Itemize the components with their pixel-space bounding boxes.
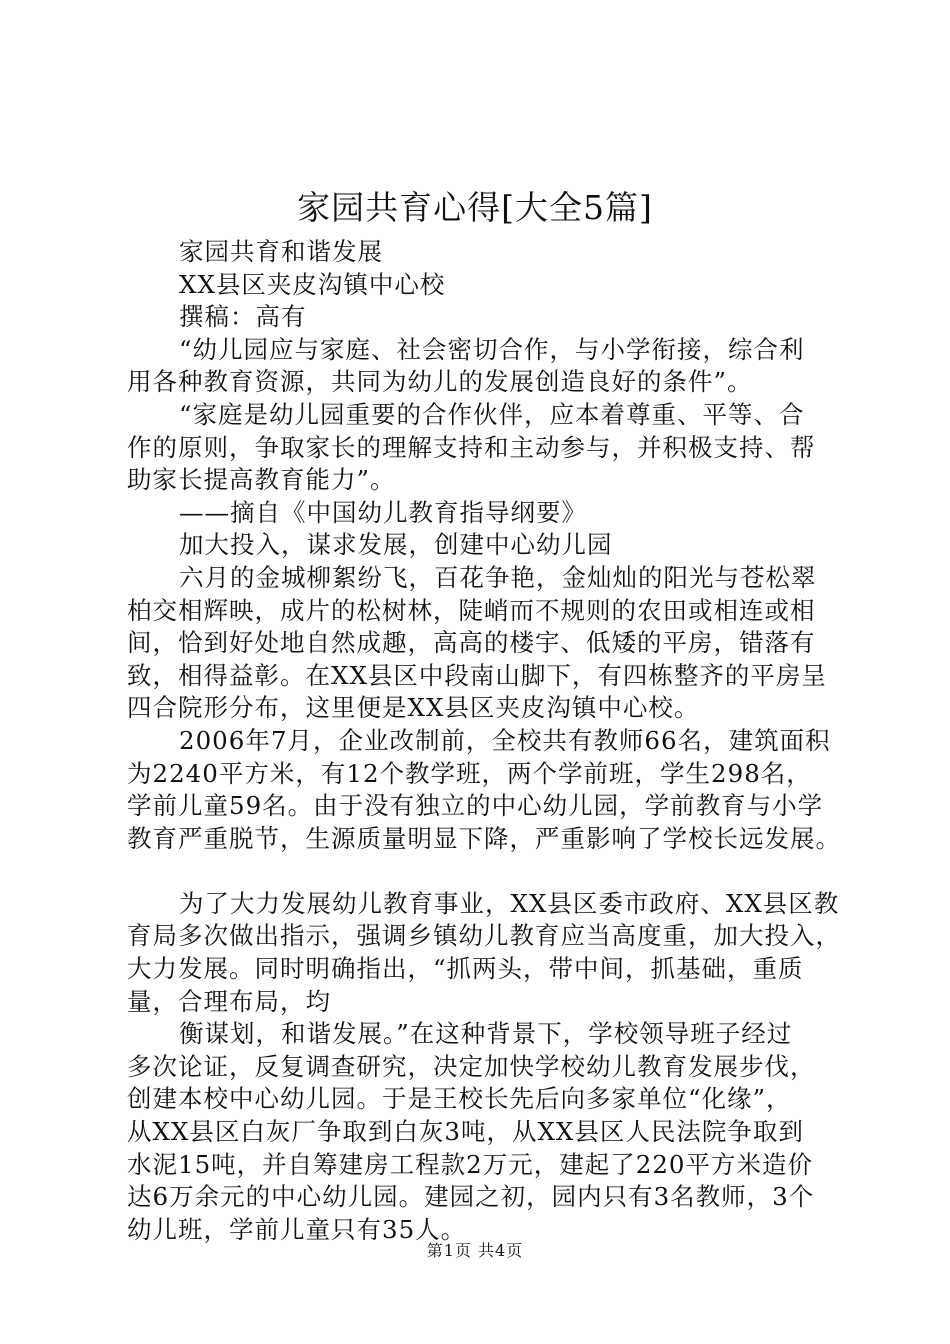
paragraph-gap (127, 855, 853, 888)
document-title: 家园共育心得[大全5篇] (297, 188, 653, 227)
paragraph-line: 用各种教育资源，共同为幼儿的发展创造良好的条件”。 (127, 367, 753, 397)
paragraph-line: 幼儿班，学前儿童只有35人。 (127, 1214, 467, 1244)
paragraph-line: 为了大力发展幼儿教育事业，XX县区委市政府、XX县区教 (179, 888, 840, 918)
paragraph-line: 衡谋划，和谐发展。”在这种背景下，学校领导班子经过 (179, 1019, 793, 1049)
paragraph-line: 教育严重脱节，生源质量明显下降，严重影响了学校长远发展。 (127, 823, 841, 853)
paragraph-line: 从XX县区白灰厂争取到白灰3吨，从XX县区人民法院争取到 (127, 1117, 804, 1147)
subtitle-line: 家园共育和谐发展 (179, 237, 383, 266)
quote-source-line: ——摘自《中国幼儿教育指导纲要》 (179, 497, 587, 527)
paragraph-line: 柏交相辉映，成片的松树林，陡峭而不规则的农田或相连或相 (127, 595, 816, 625)
paragraph-line: 四合院形分布，这里便是XX县区夹皮沟镇中心校。 (127, 693, 700, 723)
school-line: XX县区夹皮沟镇中心校 (179, 269, 446, 299)
paragraph-line: 大力发展。同时明确指出，“抓两头，带中间，抓基础，重质 (127, 954, 804, 984)
paragraph-line: 为2240平方米，有12个教学班，两个学前班，学生298名， (127, 758, 812, 788)
section-heading: 加大投入，谋求发展，创建中心幼儿园 (179, 530, 613, 560)
document-body (127, 236, 853, 1246)
paragraph-line: 达6万余元的中心幼儿园。建园之初，园内只有3名教师，3个 (127, 1182, 815, 1212)
paragraph-line: 学前儿童59名。由于没有独立的中心幼儿园，学前教育与小学 (127, 791, 824, 821)
paragraph-line: 水泥15吨，并自筹建房工程款2万元，建起了220平方米造价 (127, 1149, 814, 1179)
paragraph-line: 作的原则，争取家长的理解支持和主动参与，并积极支持、帮 (127, 432, 816, 462)
paragraph-line: 量，合理布局，均 (127, 986, 331, 1016)
paragraph-line: 育局多次做出指示，强调乡镇幼儿教育应当高度重，加大投入， (127, 921, 841, 951)
paragraph-line: “幼儿园应与家庭、社会密切合作，与小学衔接，综合利 (179, 334, 805, 364)
author-line: 撰稿：高有 (179, 302, 307, 332)
paragraph-line: 多次论证，反复调查研究，决定加快学校幼儿教育发展步伐， (127, 1051, 816, 1081)
paragraph-line: 致，相得益彰。在XX县区中段南山脚下，有四栋整齐的平房呈 (127, 660, 827, 690)
paragraph-line: 助家长提高教育能力”。 (127, 465, 396, 495)
page-footer: 第1页 共4页 (426, 1241, 524, 1260)
paragraph-line: “家庭是幼儿园重要的合作伙伴，应本着尊重、平等、合 (179, 399, 805, 429)
paragraph-line: 六月的金城柳絮纷飞，百花争艳，金灿灿的阳光与苍松翠 (179, 562, 817, 592)
paragraph-line: 创建本校中心幼儿园。于是王校长先后向多家单位“化缘”， (127, 1084, 792, 1114)
paragraph-line: 间，恰到好处地自然成趣，高高的楼宇、低矮的平房，错落有 (127, 628, 816, 658)
paragraph-line: 2006年7月，企业改制前，全校共有教师66名，建筑面积 (179, 725, 831, 755)
